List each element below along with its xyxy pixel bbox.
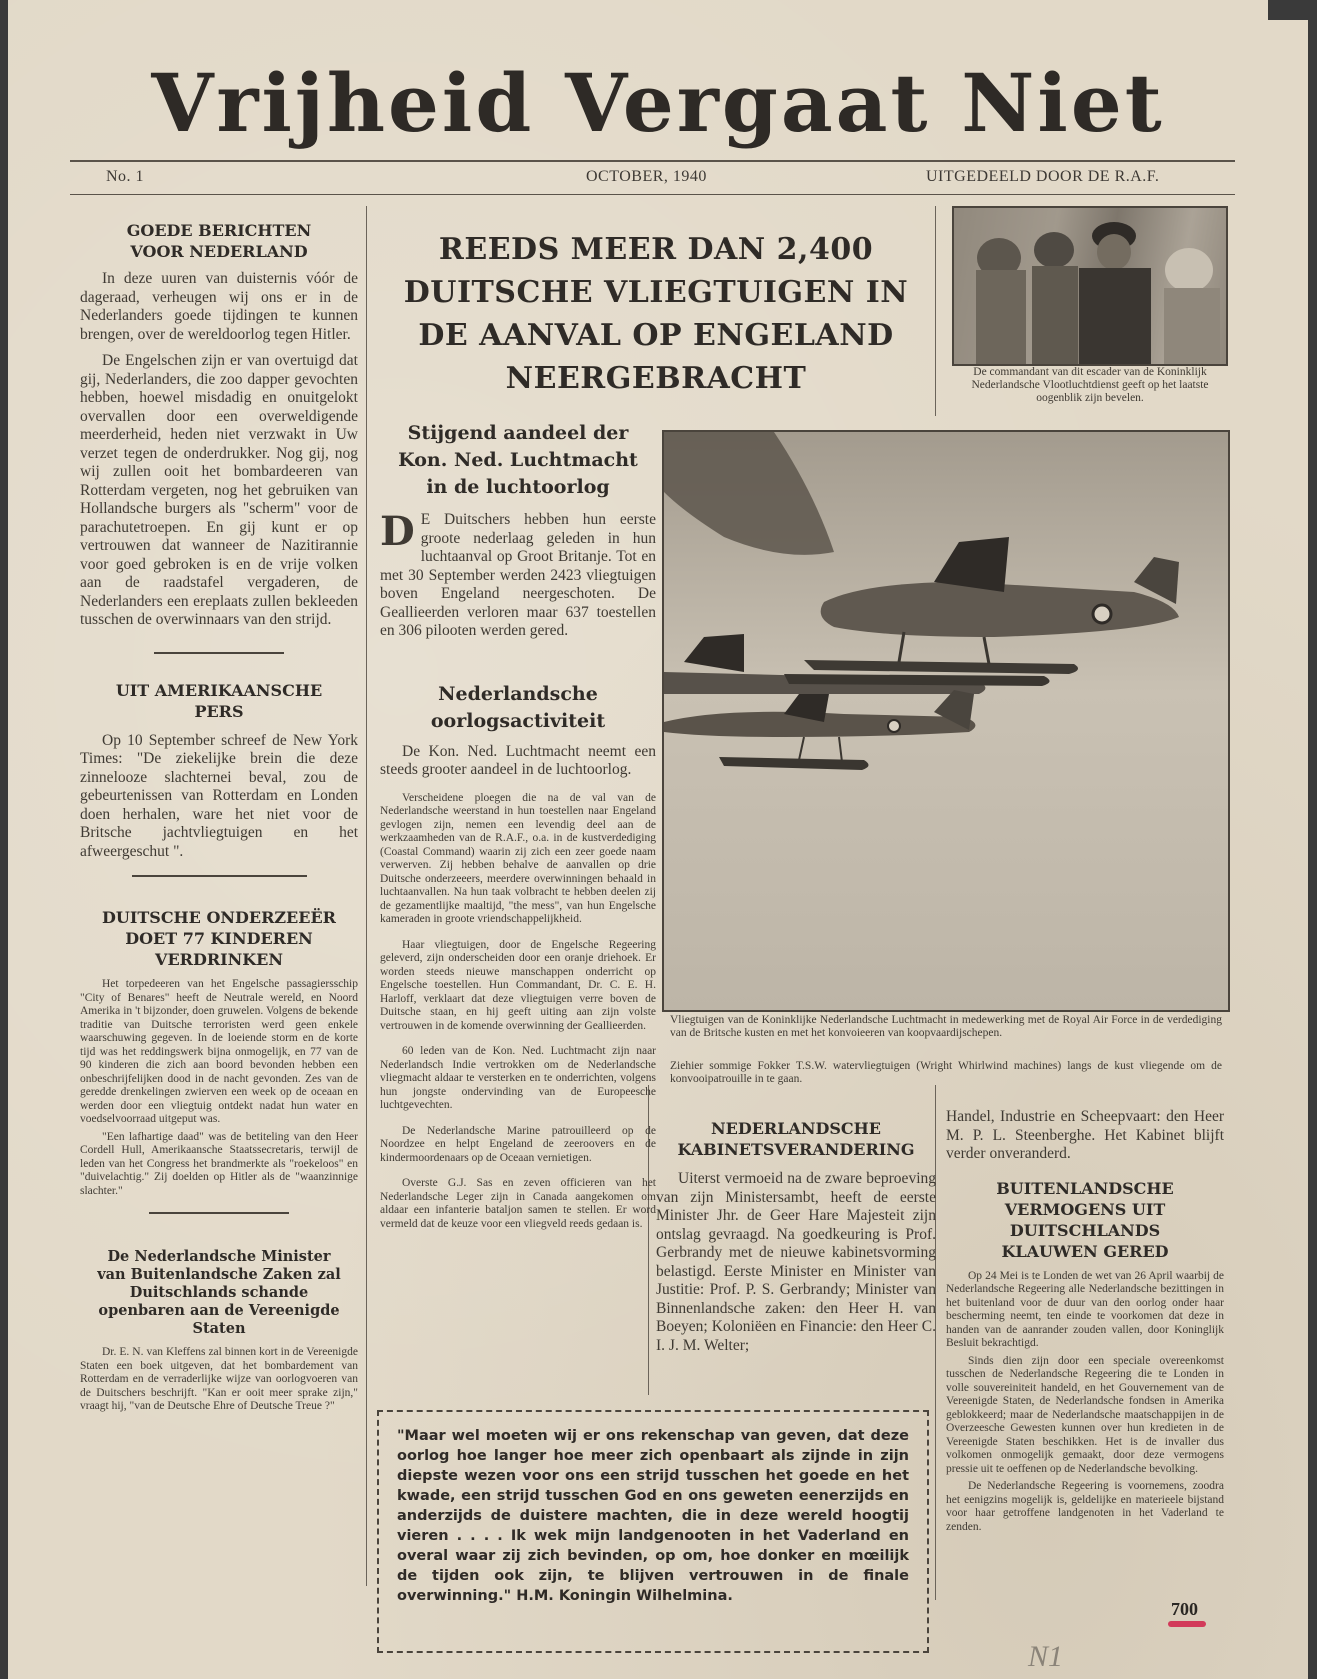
paragraph: E Duitschers hebben hun eerste groote nederlaag geleden in hun luchtaanval op Groot Britanje. Tot en met 30 September werden 2423 vliegtuigen boven Engeland neergeschoten. De Geallieerden verloren maar 637 toestellen en 306 pilooten werden gered. [380,511,656,639]
archive-page-number: 700 [1171,1599,1198,1619]
paragraph: De Nederlandsche Regeering is voornemens, zoodra het eenigzins mogelijk is, geldelijke en materieele bijstand voor haar getroffene landgenoten in het Vaderland te zenden. [946,1480,1224,1533]
article-stijgend-aandeel [380,508,656,641]
right-lower-column [946,1108,1224,1534]
page-corner-background [1268,0,1308,20]
seaplanes-illustration [664,432,1228,1010]
quote-box [377,1410,929,1653]
quote-wilhelmina: "Maar wel moeten wij er ons rekenschap van geven, dat deze oorlog hoe langer hoe meer zich openbaart als zijnde in zijn diepste wezen voor ons een strijd tusschen het goede en het kwade, een strijd tusschen God en ons geweten eenerzijds en anderzijds de duistere machten, die in deze wereld hoogtij vieren . . . . Ik wek mijn landgenooten in het Vaderland en overal waar zij zich bevinden, op om, hoe donker en mœilijk de tijden ook zijn, te blijven vertrouwen in de finale overwinning." H.M. Koningin Wilhelmina. [397,1428,909,1604]
paragraph: Het torpedeeren van het Engelsche passagiersschip "City of Benares" heeft de Neutrale wereld, en Noord Amerika in 't bijzonder, doen gruwelen. Volgens de bekende traditie van Duitsche terroristen werd geen enkele waarschuwing gegeven. In de loeiende storm en de korte tijd was het reddingswerk bijna onmogelijk, en 77 van de 90 kinderen die zich aan boord bevonden hebben een onbeschrijfelijken dood in de nacht gevonden. Zes van de geredde drenkelingen zwierven een week op de oceaan en werden door een vliegtuig ontdekt nadat hun water en voedselvoorraad uitgeput was. [80,978,358,1125]
caption-commandant: De commandant van dit escader van de Koninklijk Nederlandsche Vlootluchtdienst geeft op het laatste oogenblik zijn bevelen. [971,366,1209,404]
paragraph: De Kon. Ned. Luchtmacht neemt een steeds grooter aandeel in de luchtoorlog. [380,742,656,778]
issue-date: OCTOBER, 1940 [586,168,707,185]
paragraph: Verscheidene ploegen die na de val van de Nederlandsche weerstand in hun toestellen naar Engeland gevlogen zijn, nemen een levendig deel aan de werkzaamheden van de R.A.F., o.a. in de kustverdediging (Coastal Command) waarin zij zich een zeer goede naam verwerven. Zij hebben behalve de aanvallen op drie Duitsche onderzeeers, meerdere overwinningen behaald in luchtaanvallen. Na hun taak volbracht te hebben deelen zij de gezamentlijke maaltijd, "the mess", van hun Engelsche kameraden in groote vriendschappelijkheid. [380,791,656,925]
red-underline-mark [1168,1621,1206,1627]
heading-amerikaansche-pers: UIT AMERIKAANSCHE PERS [115,680,323,721]
subheading-oorlogsactiviteit: Nederlandsche oorlogsactiviteit [430,682,606,732]
intro-oorlogsactiviteit [380,743,656,780]
masthead-rule-bottom [70,194,1235,195]
paragraph: "Een lafhartige daad" was de betiteling van den Heer Cordell Hull, Amerikaansche Staatssecretaris, terwijl de leden van het Congress het brandmerkte als "roekeloos" en "duivelachtig." Zij doelden op Hitler als de "waanzinnige slachter." [80,1130,358,1197]
paragraph: Overste G.J. Sas en zeven officieren van het Nederlandsche Leger zijn in Canada aangekomen om aldaar een infanterie bataljon samen te stellen. Er word vermeld dat de keuze voor een vliegveld reeds gedaan is. [380,1177,656,1230]
separator [154,652,284,654]
caption-seaplanes-1: Vliegtuigen van de Koninklijke Nederlandsche Luchtmacht in medewerking met de Royal Air Force in de verdediging van de Britsche kusten en met het konvoieeren van koopvaardijschepen. [670,1014,1222,1039]
masthead-rule-top [70,160,1235,162]
paragraph: Op 24 Mei is te Londen de wet van 26 April waarbij de Nederlandsche Regeering alle Nederlandsche bezittingen in het buitenland voor de duur van den oorlog onder haar bescherming neemt, ten einde te voorkomen dat deze in handen van de aanrander zouden vallen, door Koninglijk Besluit bekrachtigd. [946,1269,1224,1349]
dropcap: D [380,508,415,555]
caption-seaplanes-2: Ziehier sommige Fokker T.S.W. watervliegtuigen (Wright Whirlwind machines) langs de kust vliegende om de konvooipatrouille in te gaan. [670,1060,1222,1085]
left-column [80,220,358,1414]
paragraph: In deze uuren van duisternis vóór de dageraad, verheugen wij ons er in de Nederlanders goede tijdingen te kunnen brengen, over de wereldoorlog tegen Hitler. [80,270,358,343]
article-oorlogsactiviteit [380,792,656,1232]
paragraph: Sinds dien zijn door een speciale overeenkomst tusschen de Nederlandsche Regeering die te Londen in volle souvereiniteit handeld, en het Gouvernement van de Vereenigde Staten, de Nederlandsche fondsen in Amerika geblokkeerd; maar de Nederlandsche maatschappijen in de Overzeesche Gewesten kunnen over hun kredieten in de Vereenigde Staten beschikken. Het is de invaller dus volkomen onmogelijk gemaakt, door deze vermogens pressie uit te oeffenen op de Nederlandsche bevolking. [946,1354,1224,1475]
issue-number: No. 1 [106,168,145,185]
lead-headline: REEDS MEER DAN 2,400 DUITSCHE VLIEGTUIGEN IN DE AANVAL OP ENGELAND NEERGEBRACHT [403,232,909,396]
photo-commandant [952,206,1228,366]
paragraph: Uiterst vermoeid na de zware beproeving van zijn Ministersambt, heeft de eerste Minister Jhr. de Geer Hare Majesteit zijn ontslag gevraagd. Na goedkeuring is Prof. Gerbrandy met de nieuwe kabinetsvorming belastigd. Eerste Minister en Minister van Justitie: Prof. P. S. Gerbrandy; Minister van Binnenlandsche zaken: den Heer H. van Boeyen; Koloniëen en Financie: den Heer C. I. J. M. Welter; [656,1170,936,1354]
subheading-stijgend-aandeel: Stijgend aandeel der Kon. Ned. Luchtmacht in de luchtoorlog [398,422,638,498]
paragraph: Haar vliegtuigen, door de Engelsche Regeering geleverd, zijn onderscheiden door een oranje driehoek. Er worden steeds nieuwe manschappen onderricht op Engelsche toestellen. Hun Commandant, Dr. C. E. H. Harloff, verklaart dat deze vliegtuigen verre boven de Duitsche staan, en hij geeft uiting aan zijn volste vertrouwen in de komende overwinning der Geallieerden. [380,938,656,1032]
photo-seaplanes [662,430,1230,1012]
paragraph: Dr. E. N. van Kleffens zal binnen kort in de Vereenigde Staten een boek uitgeven, dat het bombardement van Rotterdam en de verraderlijke wijze van oorlogvoeren van de Duitschers beschrijft. "Kan er ooit meer sprake zijn," vraagt hij, "van de Deutsche Ehre of Deutsche Treue ?" [80,1346,358,1412]
paragraph: 60 leden van de Kon. Ned. Luchtmacht zijn naar Nederlandsch Indie vertrokken om de Nederlandsche vliegmacht aldaar te versterken en te onderrichten, volgens hun jongste ondervinding van de Europeesche luchtgevechten. [380,1045,656,1111]
masthead-title: Vrijheid Vergaat Niet [151,56,1165,150]
photo-commandant-figures [954,208,1226,364]
article-amerikaansche-pers [80,732,358,862]
article-kabinetsverandering [656,1170,936,1355]
cabinet-column [656,1118,936,1355]
paragraph: Op 10 September schreef de New York Times: "De ziekelijke brein die deze zinnelooze slachternei beval, zou de gebeurtenissen van Rotterdam en Londen doen herhalen, ware het niet voor de Britsche jachtvliegtuigen en het afweergeschut ". [80,731,358,860]
separator [149,1212,289,1214]
column-divider-left [366,206,367,1586]
paragraph: De Nederlandsche Marine patrouilleerd op de Noordzee en helpt Engeland de zeeroovers en de kindermoordenaars op de Oceaan vernietigen. [380,1124,656,1164]
article-duitsche-onderzeeer [80,978,358,1198]
heading-minister-buitenlandsche-zaken: De Nederlandsche Minister van Buitenlandsche Zaken zal Duitschlands schande openbaren aan de Vereenigde Staten [97,1248,341,1337]
article-buitenlandsche-vermogens [946,1270,1224,1535]
separator [132,875,307,877]
publisher-line: UITGEDEELD DOOR DE R.A.F. [926,168,1160,185]
middle-column [380,420,656,1231]
paragraph: De Engelschen zijn er van overtuigd dat gij, Nederlanders, die zoo dapper gevochten hebben, hoewel misdadig en onuitgelokt overvallen door een overweldigende meerderheid, heden niet verzwakt in Uw verzet tegen de onderdrukker. Nog gij, nog wij zullen ooit het bombardeeren van Rotterdam vergeten, nog het gebruiken van Hollandsche burgers als "scherm" voor de parachutetroepen. En gij kunt er op vertrouwen dat wanneer de Nazitirannie voor goed gebroken is en de vrije volken aan de raadstafel vergaderen, de Nederlanders een ereplaats zullen bekleeden tusschen de overwinnaars van den strijd. [80,352,358,628]
pencil-annotation: N1 [1028,1640,1064,1673]
heading-kabinetsverandering: NEDERLANDSCHE KABINETSVERANDERING [677,1119,915,1159]
heading-buitenlandsche-vermogens: BUITENLANDSCHE VERMOGENS UIT DUITSCHLANDS KLAUWEN GERED [996,1178,1174,1261]
cabinet-continued [946,1108,1224,1164]
paragraph: Handel, Industrie en Scheepvaart: den Heer M. P. L. Steenberghe. Het Kabinet blijft verder onveranderd. [946,1108,1224,1162]
article-minister-buitenlandsche-zaken [80,1346,358,1414]
article-goede-berichten [80,270,358,630]
column-divider-top-right [935,206,936,416]
heading-goede-berichten: GOEDE BERICHTEN VOOR NEDERLAND [126,221,312,261]
newspaper-page [8,0,1308,1679]
heading-duitsche-onderzeeer: DUITSCHE ONDERZEEËR DOET 77 KINDEREN VERDRINKEN [102,908,336,969]
